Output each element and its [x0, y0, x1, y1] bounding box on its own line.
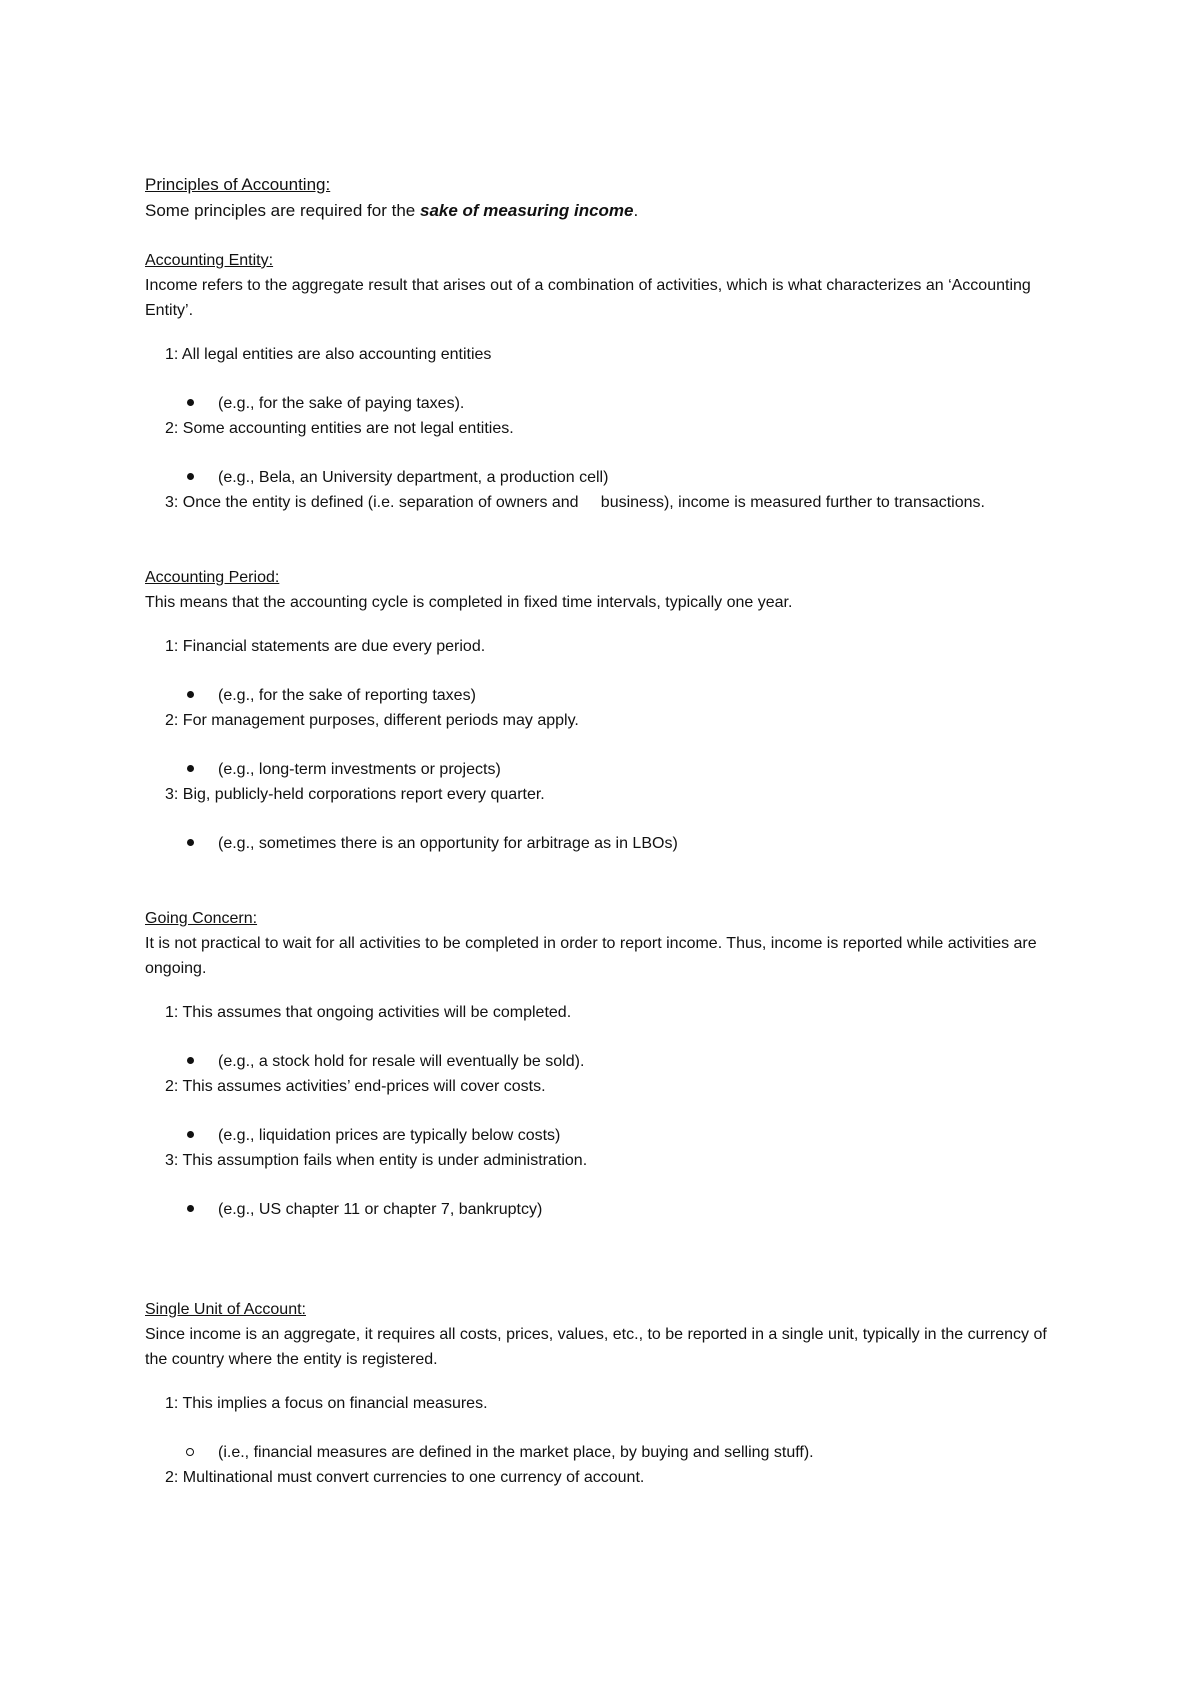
bullet-item — [145, 1123, 1065, 1148]
section-description: It is not practical to wait for all activities to be completed in order to report income. Thus, income is reported while activities are ongoing. — [145, 935, 1037, 977]
numbered-point: 3: Big, publicly-held corporations report every quarter. — [165, 786, 545, 803]
intro-emphasis: sake of measuring income — [419, 201, 634, 220]
page-title: Principles of Accounting: — [145, 175, 331, 194]
section-title: Accounting Entity: — [145, 252, 274, 269]
section-description: Since income is an aggregate, it requires all costs, prices, values, etc., to be reported in a single unit, typically in the currency of the country where the entity is registered. — [145, 1326, 1047, 1368]
numbered-point: 3: This assumption fails when entity is under administration. — [165, 1152, 588, 1169]
bullet-text: (e.g., a stock hold for resale will eventually be sold). — [218, 1053, 585, 1070]
bullet-item — [145, 831, 1065, 856]
bullet-text: (e.g., for the sake of paying taxes). — [218, 395, 465, 412]
bullet-text: (i.e., financial measures are defined in the market place, by buying and selling stuff). — [218, 1444, 814, 1461]
bullet-item — [145, 1197, 1065, 1222]
bullet-item — [145, 683, 1065, 708]
numbered-point: 2: For management purposes, different periods may apply. — [165, 712, 579, 729]
section-description: This means that the accounting cycle is completed in fixed time intervals, typically one year. — [145, 594, 793, 611]
section-single-unit-of-account — [145, 1297, 1065, 1490]
bullet-item — [145, 757, 1065, 782]
intro-text — [145, 198, 1065, 224]
section-going-concern — [145, 906, 1065, 1222]
section-description: Income refers to the aggregate result that arises out of a combination of activities, which is what characterizes an ‘Accounting Entity’. — [145, 277, 1031, 319]
bullet-text: (e.g., Bela, an University department, a production cell) — [218, 469, 609, 486]
bullet-text: (e.g., liquidation prices are typically below costs) — [218, 1127, 561, 1144]
section-title: Going Concern: — [145, 910, 258, 927]
numbered-point: 1: This implies a focus on financial measures. — [165, 1395, 488, 1412]
numbered-point: 1: All legal entities are also accounting entities — [165, 346, 492, 363]
numbered-point: 2: Some accounting entities are not legal entities. — [165, 420, 514, 437]
section-accounting-period — [145, 565, 1065, 856]
bullet-text: (e.g., sometimes there is an opportunity for arbitrage as in LBOs) — [218, 835, 678, 852]
bullet-text: (e.g., US chapter 11 or chapter 7, bankruptcy) — [218, 1201, 543, 1218]
section-accounting-entity — [145, 248, 1065, 515]
intro-prefix: Some principles are required for the — [145, 201, 420, 220]
numbered-point: 1: This assumes that ongoing activities will be completed. — [165, 1004, 572, 1021]
numbered-point: 2: Multinational must convert currencies to one currency of account. — [165, 1469, 645, 1486]
section-title: Accounting Period: — [145, 569, 280, 586]
document-page — [145, 172, 1065, 1490]
bullet-item — [145, 1049, 1065, 1074]
bullet-item — [145, 391, 1065, 416]
numbered-point: 2: This assumes activities’ end-prices will cover costs. — [165, 1078, 546, 1095]
bullet-item — [145, 1440, 1065, 1465]
numbered-point: 1: Financial statements are due every period. — [165, 638, 486, 655]
bullet-text: (e.g., for the sake of reporting taxes) — [218, 687, 476, 704]
numbered-point: 3: Once the entity is defined (i.e. separation of owners and business), income is measured further to transactions. — [165, 494, 985, 511]
bullet-item — [145, 465, 1065, 490]
intro-suffix: . — [633, 201, 639, 220]
section-title: Single Unit of Account: — [145, 1301, 306, 1318]
bullet-text: (e.g., long-term investments or projects) — [218, 761, 501, 778]
